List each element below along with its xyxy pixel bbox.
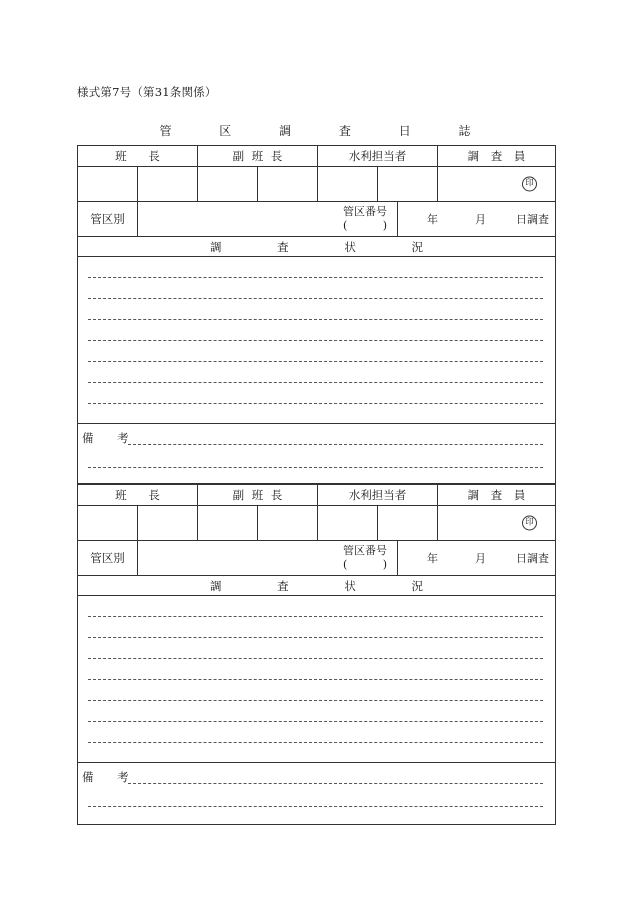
suiri-name-field-2[interactable] bbox=[378, 167, 438, 201]
dotted-line bbox=[88, 382, 543, 383]
date-month-label: 月 bbox=[475, 213, 486, 226]
kanku-field[interactable] bbox=[138, 202, 398, 236]
kanku-row bbox=[78, 541, 555, 576]
header-row bbox=[78, 485, 555, 506]
chosain-name-field[interactable] bbox=[438, 506, 555, 540]
dotted-line bbox=[88, 319, 543, 320]
remarks-label: 備 考 bbox=[82, 431, 139, 445]
header-chosain: 調 査 員 bbox=[467, 488, 530, 502]
dotted-line bbox=[88, 637, 543, 638]
remarks-area[interactable] bbox=[78, 763, 555, 826]
dotted-line bbox=[128, 783, 543, 784]
dotted-line bbox=[88, 806, 543, 807]
fuku-hancho-name-field-1[interactable] bbox=[198, 167, 258, 201]
remarks-label: 備 考 bbox=[82, 770, 139, 784]
date-year-label: 年 bbox=[427, 552, 438, 565]
fuku-hancho-name-field-2[interactable] bbox=[258, 506, 318, 540]
dotted-line bbox=[88, 298, 543, 299]
dotted-line bbox=[88, 277, 543, 278]
fuku-hancho-name-field-1[interactable] bbox=[198, 506, 258, 540]
dotted-line bbox=[88, 721, 543, 722]
header-row bbox=[78, 146, 555, 167]
kanku-number-label: 管区番号 ( ) bbox=[343, 205, 387, 232]
suiri-name-field-2[interactable] bbox=[378, 506, 438, 540]
hancho-name-field-2[interactable] bbox=[138, 506, 198, 540]
dotted-line bbox=[88, 679, 543, 680]
dotted-line bbox=[88, 467, 543, 468]
header-chosain: 調 査 員 bbox=[467, 149, 530, 163]
date-day-label: 日調査 bbox=[516, 213, 549, 226]
dotted-line bbox=[88, 742, 543, 743]
dotted-line bbox=[88, 700, 543, 701]
kanku-label: 管区別 bbox=[78, 541, 138, 575]
status-area[interactable] bbox=[78, 596, 555, 763]
dotted-line bbox=[88, 403, 543, 404]
kanku-label: 管区別 bbox=[78, 202, 138, 236]
remarks-area[interactable] bbox=[78, 424, 555, 485]
status-header-row bbox=[78, 576, 555, 596]
kanku-number-label: 管区番号 ( ) bbox=[343, 544, 387, 571]
form-number-caption: 様式第7号（第31条関係） bbox=[77, 85, 217, 99]
chosain-name-field[interactable] bbox=[438, 167, 555, 201]
dotted-line bbox=[88, 658, 543, 659]
hancho-name-field-2[interactable] bbox=[138, 167, 198, 201]
header-suiri-tantosha: 水利担当者 bbox=[318, 485, 438, 505]
status-title: 調 査 状 況 bbox=[210, 578, 449, 593]
hancho-name-field-1[interactable] bbox=[78, 167, 138, 201]
date-day-label: 日調査 bbox=[516, 552, 549, 565]
date-month-label: 月 bbox=[475, 552, 486, 565]
name-row bbox=[78, 167, 555, 202]
seal-mark-icon: 印 bbox=[522, 516, 537, 531]
survey-date-field[interactable] bbox=[405, 541, 555, 575]
name-row bbox=[78, 506, 555, 541]
dotted-line bbox=[128, 444, 543, 445]
header-hancho: 班 長 bbox=[78, 146, 198, 166]
survey-form-section-1 bbox=[77, 145, 556, 484]
status-area[interactable] bbox=[78, 257, 555, 424]
survey-date-field[interactable] bbox=[405, 202, 555, 236]
dotted-line bbox=[88, 361, 543, 362]
suiri-name-field-1[interactable] bbox=[318, 167, 378, 201]
page-title: 管 区 調 査 日 誌 bbox=[159, 124, 493, 138]
suiri-name-field-1[interactable] bbox=[318, 506, 378, 540]
dotted-line bbox=[88, 340, 543, 341]
status-title: 調 査 状 況 bbox=[210, 239, 449, 254]
dotted-line bbox=[88, 616, 543, 617]
header-fuku-hancho: 副 班 長 bbox=[198, 146, 318, 166]
hancho-name-field-1[interactable] bbox=[78, 506, 138, 540]
header-suiri-tantosha: 水利担当者 bbox=[318, 146, 438, 166]
date-year-label: 年 bbox=[427, 213, 438, 226]
header-hancho: 班 長 bbox=[78, 485, 198, 505]
fuku-hancho-name-field-2[interactable] bbox=[258, 167, 318, 201]
header-fuku-hancho: 副 班 長 bbox=[198, 485, 318, 505]
status-header-row bbox=[78, 237, 555, 257]
kanku-row bbox=[78, 202, 555, 237]
kanku-field[interactable] bbox=[138, 541, 398, 575]
seal-mark-icon: 印 bbox=[522, 177, 537, 192]
survey-form-section-2 bbox=[77, 484, 556, 825]
